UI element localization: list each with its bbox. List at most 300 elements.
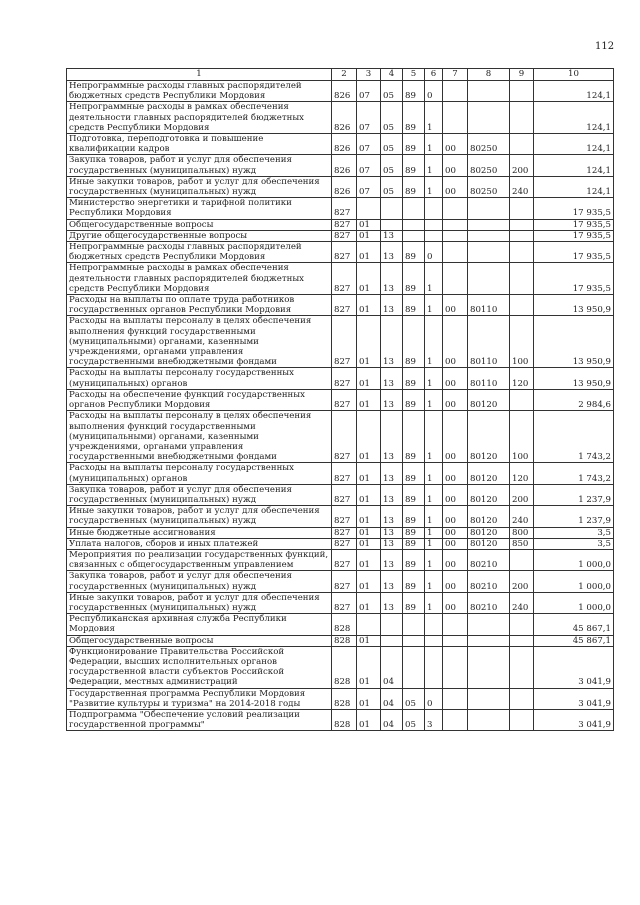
program-code: 89 <box>403 81 425 102</box>
direction-code: 00 <box>443 484 468 505</box>
subsection-code <box>381 635 403 646</box>
subprogram-code: 0 <box>425 81 443 102</box>
expense-code <box>468 614 510 635</box>
expense-type-code <box>510 81 534 102</box>
amount: 45 867,1 <box>534 635 614 646</box>
subprogram-code <box>425 614 443 635</box>
subsection-code: 13 <box>381 506 403 527</box>
section-code: 01 <box>357 219 381 230</box>
table-row <box>67 316 614 368</box>
program-code: 89 <box>403 527 425 538</box>
expense-code: 80120 <box>468 484 510 505</box>
program-code: 89 <box>403 389 425 410</box>
section-code: 01 <box>357 411 381 463</box>
subprogram-code: 1 <box>425 592 443 613</box>
table-row <box>67 295 614 316</box>
table-row <box>67 368 614 389</box>
program-code: 89 <box>403 263 425 295</box>
expense-type-code: 850 <box>510 538 534 549</box>
row-name: Расходы на выплаты персоналу в целях обеспечения выполнения функций государственными (муниципальными) органами, казенными учреждениями, органами управления государственными внебюджетными фондами <box>67 316 332 368</box>
row-name: Министерство энергетики и тарифной политики Республики Мордовия <box>67 198 332 219</box>
expense-type-code: 200 <box>510 155 534 176</box>
subprogram-code: 1 <box>425 506 443 527</box>
expense-type-code <box>510 263 534 295</box>
section-code: 01 <box>357 635 381 646</box>
expense-code: 80110 <box>468 316 510 368</box>
program-code <box>403 198 425 219</box>
row-name: Непрограммные расходы главных распорядителей бюджетных средств Республики Мордовия <box>67 242 332 263</box>
program-code: 89 <box>403 176 425 197</box>
table-row <box>67 230 614 241</box>
subprogram-code: 1 <box>425 484 443 505</box>
column-header: 4 <box>381 69 403 81</box>
subsection-code: 13 <box>381 571 403 592</box>
admin-code: 826 <box>332 155 357 176</box>
subsection-code: 04 <box>381 709 403 730</box>
subsection-code: 13 <box>381 295 403 316</box>
subprogram-code <box>425 646 443 688</box>
program-code: 89 <box>403 484 425 505</box>
expense-type-code: 100 <box>510 316 534 368</box>
expense-code: 80210 <box>468 592 510 613</box>
admin-code: 828 <box>332 709 357 730</box>
expense-code <box>468 230 510 241</box>
expense-code: 80120 <box>468 463 510 484</box>
subsection-code: 13 <box>381 316 403 368</box>
amount: 3 041,9 <box>534 688 614 709</box>
expense-code: 80250 <box>468 176 510 197</box>
admin-code: 827 <box>332 389 357 410</box>
amount: 124,1 <box>534 81 614 102</box>
subprogram-code: 1 <box>425 155 443 176</box>
direction-code <box>443 230 468 241</box>
direction-code: 00 <box>443 571 468 592</box>
amount: 1 743,2 <box>534 411 614 463</box>
direction-code <box>443 198 468 219</box>
expense-type-code <box>510 295 534 316</box>
admin-code: 827 <box>332 242 357 263</box>
section-code: 01 <box>357 688 381 709</box>
table-row <box>67 538 614 549</box>
row-name: Расходы на выплаты по оплате труда работников государственных органов Республики Мордовия <box>67 295 332 316</box>
section-code: 01 <box>357 463 381 484</box>
row-name: Закупка товаров, работ и услуг для обеспечения государственных (муниципальных) нужд <box>67 484 332 505</box>
section-code: 01 <box>357 230 381 241</box>
row-name: Закупка товаров, работ и услуг для обеспечения государственных (муниципальных) нужд <box>67 155 332 176</box>
expense-code <box>468 102 510 134</box>
expense-type-code <box>510 102 534 134</box>
subprogram-code <box>425 219 443 230</box>
amount: 3,5 <box>534 538 614 549</box>
column-header: 3 <box>357 69 381 81</box>
table-row <box>67 134 614 155</box>
expense-code: 80120 <box>468 411 510 463</box>
subprogram-code: 1 <box>425 134 443 155</box>
direction-code: 00 <box>443 134 468 155</box>
expense-type-code <box>510 646 534 688</box>
row-name: Расходы на выплаты персоналу государственных (муниципальных) органов <box>67 368 332 389</box>
row-name: Мероприятия по реализации государственных функций, связанных с общегосударственным управлением <box>67 549 332 570</box>
column-header: 8 <box>468 69 510 81</box>
amount: 45 867,1 <box>534 614 614 635</box>
column-header: 9 <box>510 69 534 81</box>
expense-code: 80120 <box>468 506 510 527</box>
subsection-code: 05 <box>381 134 403 155</box>
section-code: 07 <box>357 102 381 134</box>
expense-type-code <box>510 635 534 646</box>
subprogram-code: 1 <box>425 411 443 463</box>
admin-code: 827 <box>332 527 357 538</box>
row-name: Закупка товаров, работ и услуг для обеспечения государственных (муниципальных) нужд <box>67 571 332 592</box>
program-code <box>403 614 425 635</box>
table-row <box>67 463 614 484</box>
row-name: Республиканская архивная служба Республики Мордовия <box>67 614 332 635</box>
table-row <box>67 198 614 219</box>
column-header: 2 <box>332 69 357 81</box>
direction-code: 00 <box>443 316 468 368</box>
column-header-row <box>67 69 614 81</box>
expense-type-code: 800 <box>510 527 534 538</box>
subprogram-code: 0 <box>425 688 443 709</box>
row-name: Иные закупки товаров, работ и услуг для обеспечения государственных (муниципальных) нужд <box>67 506 332 527</box>
expense-type-code <box>510 549 534 570</box>
admin-code: 828 <box>332 646 357 688</box>
row-name: Иные закупки товаров, работ и услуг для обеспечения государственных (муниципальных) нужд <box>67 176 332 197</box>
admin-code: 826 <box>332 176 357 197</box>
amount: 17 935,5 <box>534 242 614 263</box>
section-code <box>357 198 381 219</box>
table-row <box>67 527 614 538</box>
subsection-code: 04 <box>381 646 403 688</box>
subprogram-code: 1 <box>425 571 443 592</box>
direction-code: 00 <box>443 368 468 389</box>
admin-code: 827 <box>332 484 357 505</box>
expense-type-code: 240 <box>510 592 534 613</box>
section-code: 01 <box>357 484 381 505</box>
expense-type-code <box>510 389 534 410</box>
subprogram-code: 1 <box>425 538 443 549</box>
table-row <box>67 506 614 527</box>
admin-code: 828 <box>332 635 357 646</box>
subsection-code: 13 <box>381 527 403 538</box>
amount: 17 935,5 <box>534 263 614 295</box>
subsection-code: 13 <box>381 230 403 241</box>
program-code: 89 <box>403 592 425 613</box>
subsection-code: 05 <box>381 155 403 176</box>
admin-code: 827 <box>332 463 357 484</box>
table-row <box>67 646 614 688</box>
direction-code: 00 <box>443 538 468 549</box>
expense-code <box>468 198 510 219</box>
subsection-code: 05 <box>381 81 403 102</box>
row-name: Расходы на выплаты персоналу в целях обеспечения выполнения функций государственными (муниципальными) органами, казенными учреждениями, органами управления государственными внебюджетными фондами <box>67 411 332 463</box>
amount: 1 000,0 <box>534 571 614 592</box>
section-code: 01 <box>357 592 381 613</box>
admin-code: 827 <box>332 263 357 295</box>
subsection-code: 04 <box>381 688 403 709</box>
direction-code: 00 <box>443 506 468 527</box>
row-name: Непрограммные расходы в рамках обеспечения деятельности главных распорядителей бюджетных средств Республики Мордовия <box>67 263 332 295</box>
direction-code: 00 <box>443 549 468 570</box>
program-code: 89 <box>403 134 425 155</box>
subsection-code: 05 <box>381 102 403 134</box>
section-code: 01 <box>357 506 381 527</box>
direction-code: 00 <box>443 295 468 316</box>
table-row <box>67 411 614 463</box>
amount: 1 237,9 <box>534 484 614 505</box>
direction-code <box>443 614 468 635</box>
subprogram-code: 1 <box>425 549 443 570</box>
program-code: 05 <box>403 709 425 730</box>
expense-code <box>468 81 510 102</box>
expense-code <box>468 635 510 646</box>
amount: 1 000,0 <box>534 549 614 570</box>
expense-code: 80120 <box>468 538 510 549</box>
subprogram-code: 1 <box>425 316 443 368</box>
admin-code: 827 <box>332 592 357 613</box>
table-row <box>67 81 614 102</box>
expense-code <box>468 709 510 730</box>
section-code: 01 <box>357 263 381 295</box>
expense-code: 80210 <box>468 571 510 592</box>
admin-code: 828 <box>332 614 357 635</box>
program-code: 89 <box>403 295 425 316</box>
expense-code <box>468 242 510 263</box>
subsection-code: 13 <box>381 242 403 263</box>
subsection-code: 05 <box>381 176 403 197</box>
subprogram-code <box>425 230 443 241</box>
expense-type-code <box>510 614 534 635</box>
subsection-code <box>381 614 403 635</box>
program-code: 89 <box>403 155 425 176</box>
direction-code: 00 <box>443 463 468 484</box>
subsection-code: 13 <box>381 484 403 505</box>
admin-code: 827 <box>332 411 357 463</box>
direction-code: 00 <box>443 389 468 410</box>
amount: 3 041,9 <box>534 709 614 730</box>
program-code: 89 <box>403 242 425 263</box>
subprogram-code: 1 <box>425 102 443 134</box>
expense-type-code: 200 <box>510 571 534 592</box>
subsection-code <box>381 219 403 230</box>
amount: 124,1 <box>534 155 614 176</box>
section-code: 01 <box>357 242 381 263</box>
table-row <box>67 614 614 635</box>
direction-code: 00 <box>443 592 468 613</box>
expense-type-code <box>510 198 534 219</box>
admin-code: 827 <box>332 295 357 316</box>
section-code: 01 <box>357 709 381 730</box>
admin-code: 827 <box>332 368 357 389</box>
expense-code <box>468 263 510 295</box>
expense-type-code: 120 <box>510 463 534 484</box>
expense-type-code <box>510 242 534 263</box>
expense-type-code: 240 <box>510 176 534 197</box>
expense-type-code: 200 <box>510 484 534 505</box>
subprogram-code: 1 <box>425 527 443 538</box>
expense-type-code <box>510 230 534 241</box>
direction-code <box>443 688 468 709</box>
section-code: 01 <box>357 571 381 592</box>
direction-code <box>443 242 468 263</box>
table-row <box>67 263 614 295</box>
expense-type-code <box>510 134 534 155</box>
admin-code: 827 <box>332 230 357 241</box>
direction-code <box>443 263 468 295</box>
column-header: 1 <box>67 69 332 81</box>
subsection-code <box>381 198 403 219</box>
program-code: 89 <box>403 368 425 389</box>
subprogram-code: 1 <box>425 263 443 295</box>
section-code: 07 <box>357 176 381 197</box>
amount: 13 950,9 <box>534 316 614 368</box>
program-code: 89 <box>403 102 425 134</box>
table-row <box>67 709 614 730</box>
table-row <box>67 155 614 176</box>
direction-code <box>443 219 468 230</box>
program-code: 89 <box>403 411 425 463</box>
row-name: Непрограммные расходы в рамках обеспечения деятельности главных распорядителей бюджетных средств Республики Мордовия <box>67 102 332 134</box>
admin-code: 827 <box>332 219 357 230</box>
program-code: 89 <box>403 316 425 368</box>
budget-table <box>66 68 614 731</box>
expense-code <box>468 646 510 688</box>
section-code: 07 <box>357 155 381 176</box>
section-code: 01 <box>357 549 381 570</box>
table-row <box>67 688 614 709</box>
amount: 124,1 <box>534 176 614 197</box>
subsection-code: 13 <box>381 592 403 613</box>
expense-type-code <box>510 219 534 230</box>
program-code: 89 <box>403 549 425 570</box>
amount: 13 950,9 <box>534 295 614 316</box>
amount: 13 950,9 <box>534 368 614 389</box>
admin-code: 826 <box>332 102 357 134</box>
table-row <box>67 592 614 613</box>
expense-type-code <box>510 688 534 709</box>
amount: 17 935,5 <box>534 198 614 219</box>
expense-code <box>468 219 510 230</box>
subsection-code: 13 <box>381 538 403 549</box>
direction-code <box>443 81 468 102</box>
direction-code <box>443 635 468 646</box>
program-code: 89 <box>403 506 425 527</box>
row-name: Расходы на выплаты персоналу государственных (муниципальных) органов <box>67 463 332 484</box>
expense-code: 80120 <box>468 527 510 538</box>
amount: 17 935,5 <box>534 230 614 241</box>
amount: 1 237,9 <box>534 506 614 527</box>
expense-code: 80210 <box>468 549 510 570</box>
subprogram-code <box>425 635 443 646</box>
row-name: Общегосударственные вопросы <box>67 635 332 646</box>
table-row <box>67 176 614 197</box>
expense-code: 80250 <box>468 155 510 176</box>
row-name: Непрограммные расходы главных распорядителей бюджетных средств Республики Мордовия <box>67 81 332 102</box>
subprogram-code: 1 <box>425 389 443 410</box>
amount: 1 000,0 <box>534 592 614 613</box>
program-code: 89 <box>403 571 425 592</box>
table-row <box>67 549 614 570</box>
subprogram-code: 1 <box>425 176 443 197</box>
expense-code: 80250 <box>468 134 510 155</box>
admin-code: 827 <box>332 549 357 570</box>
program-code <box>403 646 425 688</box>
row-name: Иные закупки товаров, работ и услуг для обеспечения государственных (муниципальных) нужд <box>67 592 332 613</box>
column-header: 7 <box>443 69 468 81</box>
expense-type-code <box>510 709 534 730</box>
admin-code: 826 <box>332 81 357 102</box>
section-code: 01 <box>357 295 381 316</box>
table-row <box>67 102 614 134</box>
subprogram-code <box>425 198 443 219</box>
section-code: 01 <box>357 527 381 538</box>
amount: 1 743,2 <box>534 463 614 484</box>
table-row <box>67 484 614 505</box>
subprogram-code: 1 <box>425 295 443 316</box>
program-code: 89 <box>403 538 425 549</box>
amount: 124,1 <box>534 134 614 155</box>
table-row <box>67 571 614 592</box>
column-header: 10 <box>534 69 614 81</box>
program-code <box>403 219 425 230</box>
admin-code: 827 <box>332 316 357 368</box>
row-name: Другие общегосударственные вопросы <box>67 230 332 241</box>
program-code <box>403 635 425 646</box>
row-name: Иные бюджетные ассигнования <box>67 527 332 538</box>
admin-code: 826 <box>332 134 357 155</box>
direction-code <box>443 646 468 688</box>
section-code: 07 <box>357 81 381 102</box>
table-row <box>67 389 614 410</box>
subprogram-code: 1 <box>425 368 443 389</box>
page-number: 112 <box>595 41 615 52</box>
table-row <box>67 219 614 230</box>
table-row <box>67 635 614 646</box>
section-code: 01 <box>357 538 381 549</box>
expense-type-code: 240 <box>510 506 534 527</box>
admin-code: 828 <box>332 688 357 709</box>
admin-code: 827 <box>332 198 357 219</box>
direction-code: 00 <box>443 411 468 463</box>
subsection-code: 13 <box>381 389 403 410</box>
expense-code: 80110 <box>468 368 510 389</box>
program-code: 05 <box>403 688 425 709</box>
row-name: Государственная программа Республики Мордовия "Развитие культуры и туризма" на 2014-2018 годы <box>67 688 332 709</box>
amount: 2 984,6 <box>534 389 614 410</box>
subsection-code: 13 <box>381 368 403 389</box>
row-name: Подпрограмма "Обеспечение условий реализации государственной программы" <box>67 709 332 730</box>
program-code <box>403 230 425 241</box>
expense-type-code: 100 <box>510 411 534 463</box>
expense-type-code: 120 <box>510 368 534 389</box>
amount: 3 041,9 <box>534 646 614 688</box>
direction-code <box>443 709 468 730</box>
section-code: 01 <box>357 389 381 410</box>
program-code: 89 <box>403 463 425 484</box>
section-code <box>357 614 381 635</box>
expense-code: 80120 <box>468 389 510 410</box>
subsection-code: 13 <box>381 263 403 295</box>
subprogram-code: 3 <box>425 709 443 730</box>
admin-code: 827 <box>332 571 357 592</box>
admin-code: 827 <box>332 506 357 527</box>
section-code: 01 <box>357 316 381 368</box>
row-name: Уплата налогов, сборов и иных платежей <box>67 538 332 549</box>
subprogram-code: 1 <box>425 463 443 484</box>
column-header: 6 <box>425 69 443 81</box>
expense-code: 80110 <box>468 295 510 316</box>
subsection-code: 13 <box>381 411 403 463</box>
